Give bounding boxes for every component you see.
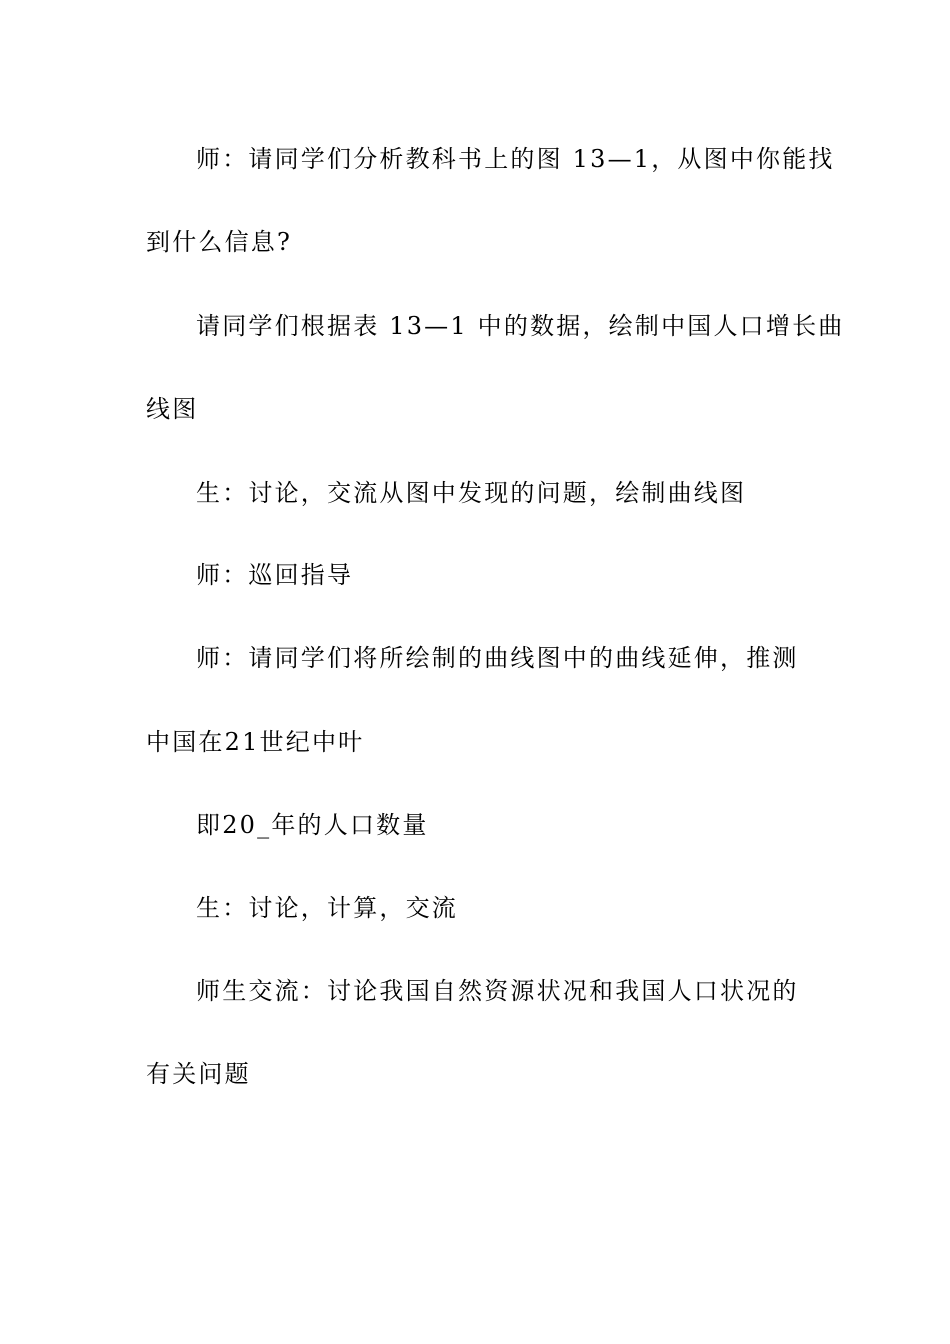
paragraph-8-line-1: 师生交流：讨论我国自然资源状况和我国人口状况的 (196, 977, 799, 1005)
paragraph-8-line-2: 有关问题 (146, 1060, 251, 1088)
paragraph-7-line-1: 生：讨论，计算，交流 (196, 894, 458, 922)
paragraph-3-line-1: 生：讨论，交流从图中发现的问题，绘制曲线图 (196, 479, 747, 507)
paragraph-5-line-1: 师：请同学们将所绘制的曲线图中的曲线延伸，推测 (196, 644, 799, 672)
paragraph-2-line-2: 线图 (146, 395, 199, 423)
paragraph-5-line-2: 中国在21世纪中叶 (146, 728, 365, 756)
paragraph-2-line-1: 请同学们根据表 13—1 中的数据，绘制中国人口增长曲 (196, 312, 845, 340)
paragraph-6-line-1: 即20_年的人口数量 (196, 811, 429, 839)
paragraph-1-line-1: 师：请同学们分析教科书上的图 13—1，从图中你能找 (196, 145, 835, 173)
paragraph-1-line-2: 到什么信息? (146, 228, 293, 256)
paragraph-4-line-1: 师：巡回指导 (196, 561, 354, 589)
